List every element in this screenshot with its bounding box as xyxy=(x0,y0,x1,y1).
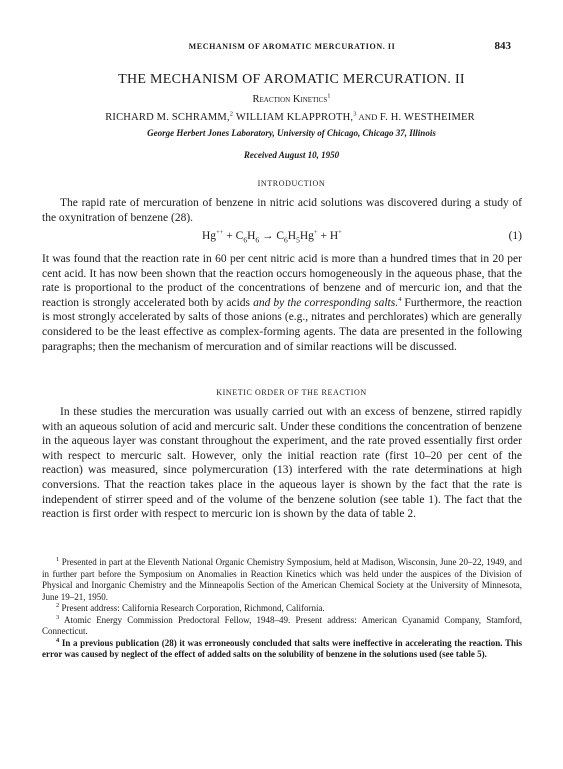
footnote-text: Atomic Energy Commission Predoctoral Fellow, 1948–49. Present address: American Cyanamid Company, Stamford, Connecticut. xyxy=(42,614,522,636)
article-subtitle xyxy=(40,94,543,105)
equation-term: Hg xyxy=(202,230,217,242)
equation-term: H xyxy=(287,230,297,242)
footnote-marker: 2 xyxy=(56,602,60,609)
received-date: Received August 10, 1950 xyxy=(243,150,340,160)
author-conjunction: AND xyxy=(356,112,380,122)
footnote xyxy=(42,638,522,661)
author-name: RICHARD M. SCHRAMM, xyxy=(105,112,230,123)
intro-paragraph: The rapid rate of mercuration of benzene in nitric acid solutions was discovered during a study of the oxynitration of benzene (28). xyxy=(42,197,522,224)
footnote-text: Present address: California Research Corporation, Richmond, California. xyxy=(59,603,325,613)
running-head: MECHANISM OF AROMATIC MERCURATION. II xyxy=(188,42,396,51)
body-paragraph: In these studies the mercuration was usually carried out with an excess of benzene, stirred rapidly with an aqueous solution of acid and mercuric salt. Under these conditions the concentration of benzene in the aqueous layer was constant throughout the experiment, and the rate proved essentially first order with respect to mercuric salt. However, only the initial reaction rate (first 10–20 per cent of the reaction) was measured, since polymercuration (13) interfered with the rate determinations at high conversions. That the reaction takes place in the aqueous layer is shown by the fact that the rate is independent of stirrer speed and of the volume of the benzene solution (see table 1). The fact that the reaction is first order with respect to mercuric ion is shown by the data of table 2. xyxy=(42,406,522,521)
author-name: F. H. WESTHEIMER xyxy=(379,112,475,123)
equation-subscript: 6 xyxy=(243,235,248,245)
paragraph-text: Furthermore, the reaction is most strongly accelerated by salts of those anions (e.g., nitrates and perchlorates) which are generally considered to be the least effective as complex-forming agents. The data are presented in the following paragraphs; then the mechanism of mercuration and of similar reactions will be discussed. xyxy=(42,296,522,353)
footnote xyxy=(42,603,522,615)
footnote-marker: 4 xyxy=(398,295,402,303)
equation-term: Hg xyxy=(299,230,314,242)
equation-subscript: 5 xyxy=(296,235,300,245)
footnote-marker: 1 xyxy=(56,556,60,563)
footnotes xyxy=(42,557,522,661)
equation-subscript: 6 xyxy=(284,235,288,245)
footnote xyxy=(42,557,522,603)
subtitle-text: Reaction Kinetics xyxy=(252,94,328,105)
equation-term: H xyxy=(247,230,256,242)
footnote-marker: 2 xyxy=(229,110,234,118)
equation-charge: + xyxy=(338,229,342,237)
footnote-marker: 1 xyxy=(327,92,331,100)
footnote-marker: 3 xyxy=(353,110,357,118)
page-number: 843 xyxy=(494,40,511,52)
footnote-text: In a previous publication (28) it was erroneously concluded that salts were ineffective in accelerating the reaction. This error was caused by neglect of the effect of added salts on the solubility of benzene in the solutions used (see table 5). xyxy=(42,637,522,659)
footnote-text: Presented in part at the Eleventh National Organic Chemistry Symposium, held at Madison, Wisconsin, June 20–22, 1949, and in further part before the Symposium on Anomalies in Reaction Kinetics which was held under the auspices of the Division of Physical and Inorganic Chemistry and the Minneapolis Section of the American Chemical Society at the University of Minnesota, June 19–21, 1950. xyxy=(42,557,522,602)
paragraph-emphasis: and by the corresponding salts. xyxy=(253,296,399,309)
author-line xyxy=(30,112,550,123)
footnote-marker: 4 xyxy=(56,636,60,644)
author-name: WILLIAM KLAPPROTH, xyxy=(233,112,354,123)
equation-charge: + xyxy=(313,229,318,237)
equation-term: + C xyxy=(223,230,244,242)
article-title: THE MECHANISM OF AROMATIC MERCURATION. II xyxy=(118,72,465,87)
section-heading-kinetic-order: KINETIC ORDER OF THE REACTION xyxy=(216,388,367,397)
equation-charge: ++ xyxy=(216,229,224,237)
section-heading-introduction: INTRODUCTION xyxy=(257,179,326,188)
paragraph-text: It was found that the reaction rate in 60 per cent nitric acid is more than a hundred times that in 20 per cent acid. It has now been shown that the reaction occurs homogeneously in the aqueous phase, that the rate is proportional to the product of the concentrations of benzene and of mercuric ion, and that the reaction is strongly accelerated both by acids xyxy=(42,253,522,309)
footnote xyxy=(42,615,522,638)
body-paragraph xyxy=(42,252,522,354)
equation-term: + H xyxy=(317,230,339,242)
equation-subscript: 6 xyxy=(255,235,260,245)
equation-body xyxy=(202,229,342,245)
affiliation: George Herbert Jones Laboratory, University of Chicago, Chicago 37, Illinois xyxy=(147,128,436,138)
equation-term: → C xyxy=(259,230,285,242)
footnote-marker: 3 xyxy=(56,613,60,621)
equation-number: (1) xyxy=(508,230,522,242)
